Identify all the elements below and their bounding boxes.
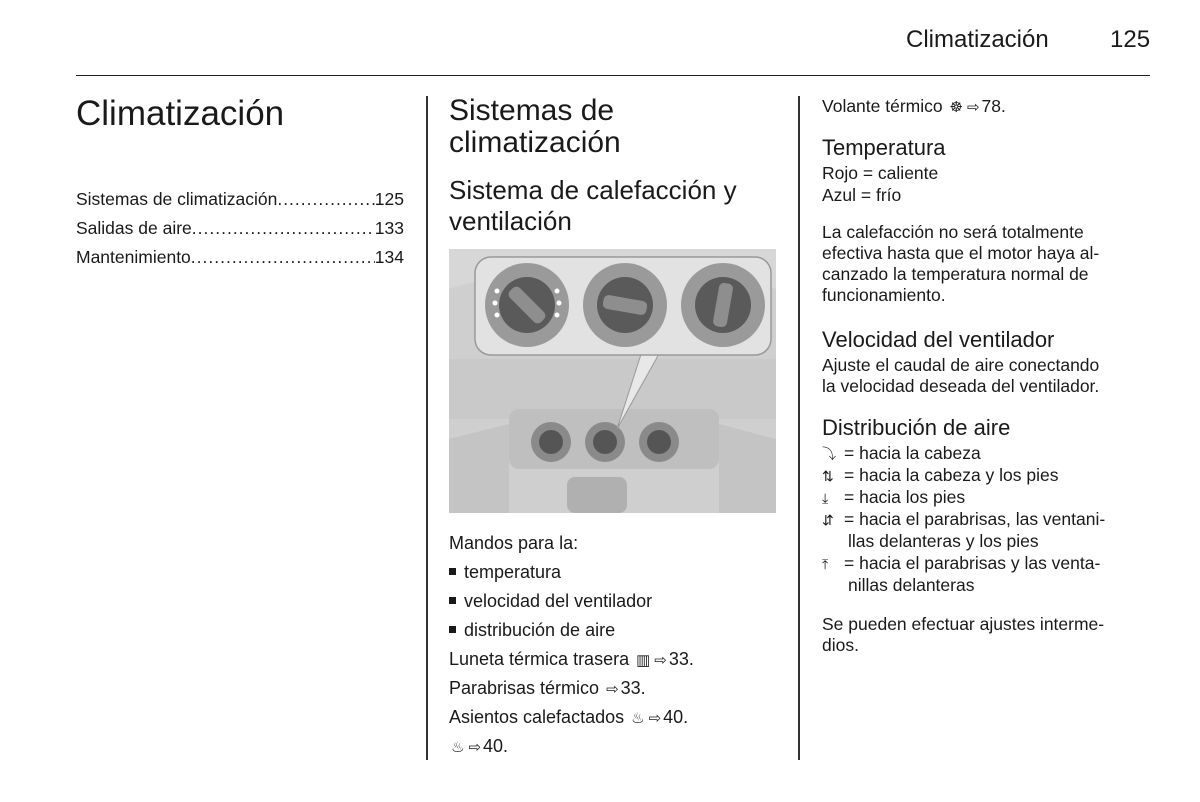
windscreen-feet-air-icon: ⇵ — [822, 512, 834, 528]
bullet-icon — [449, 597, 456, 604]
toc-leader — [277, 189, 374, 210]
reference-line[interactable]: Asientos calefactados ♨ ⇨ 40. — [449, 707, 689, 727]
toc-entry[interactable] — [76, 247, 404, 268]
head-air-icon: ⤵ — [822, 446, 836, 462]
distribution-item: ⤵ = hacia la cabeza — [822, 443, 981, 463]
page-ref-arrow-icon: ⇨ — [468, 739, 482, 756]
distribution-item: ⤓ = hacia los pies — [822, 487, 966, 507]
distribution-heading: Distribución de aire — [822, 415, 1011, 440]
steering-heat-icon: ☸ — [949, 99, 963, 116]
header-rule — [76, 75, 1150, 76]
distribution-item: ⇅ = hacia la cabeza y los pies — [822, 465, 1059, 485]
column-divider-1 — [426, 96, 428, 760]
page-ref-arrow-icon: ⇨ — [966, 99, 980, 116]
toc-label: Salidas de aire — [76, 218, 192, 238]
controls-intro: Mandos para la: — [449, 533, 579, 553]
toc-page: 134 — [374, 247, 404, 267]
list-item: distribución de aire — [449, 619, 615, 641]
reference-line[interactable]: Volante térmico ☸ ⇨ 78. — [822, 96, 1006, 116]
reference-line[interactable]: Luneta térmica trasera ▥ ⇨ 33. — [449, 649, 694, 669]
reference-line[interactable]: Parabrisas térmico ⇨ 33. — [449, 678, 646, 698]
temperature-blue: Azul = frío — [822, 185, 902, 205]
fan-text: Ajuste el caudal de aire conectando la velocidad deseada del ventilador. — [822, 355, 1100, 396]
page-ref-arrow-icon: ⇨ — [654, 652, 667, 669]
rear-window-heat-icon: ▥ — [636, 652, 651, 669]
page-number: 125 — [1110, 26, 1151, 53]
section-title: Sistemas de climatización — [449, 94, 621, 159]
temperature-red: Rojo = caliente — [822, 163, 939, 183]
seat-heat-icon: ♨ — [631, 710, 645, 727]
distribution-item: ⇵ = hacia el parabrisas, las ventani- llas delanteras y los pies — [822, 509, 1106, 551]
toc-label: Mantenimiento — [76, 247, 191, 267]
head-feet-air-icon: ⇅ — [822, 468, 834, 484]
toc-entry[interactable] — [76, 218, 404, 239]
list-item: velocidad del ventilador — [449, 590, 652, 612]
toc-page: 133 — [374, 218, 404, 238]
subsection-title: Sistema de calefacción y ventilación — [449, 175, 737, 236]
bullet-icon — [449, 626, 456, 633]
climate-controls-photo — [449, 249, 776, 513]
reference-line[interactable]: ♨ ⇨ 40. — [451, 736, 509, 756]
toc-label: Sistemas de climatización — [76, 189, 278, 209]
chapter-title: Climatización — [76, 94, 285, 133]
windscreen-air-icon: ⤒ — [822, 556, 829, 572]
page-ref-arrow-icon: ⇨ — [606, 681, 619, 698]
temperature-heading: Temperatura — [822, 135, 946, 160]
column-divider-2 — [798, 96, 800, 760]
distribution-item: ⤒ = hacia el parabrisas y las venta- nillas delanteras — [822, 553, 1101, 595]
toc-page: 125 — [374, 189, 404, 209]
seat-heat-icon: ♨ — [451, 739, 465, 756]
toc-entry[interactable] — [76, 189, 404, 210]
toc-leader — [191, 247, 375, 268]
page-ref-arrow-icon: ⇨ — [648, 710, 662, 727]
fan-heading: Velocidad del ventilador — [822, 327, 1055, 352]
bullet-icon — [449, 568, 456, 575]
feet-air-icon: ⤓ — [822, 490, 829, 506]
temperature-note: La calefacción no será totalmente efectiva hasta que el motor haya al- canzado la temperatura normal de funcionamiento. — [822, 222, 1100, 305]
list-item: temperatura — [449, 561, 561, 583]
intermediate-settings-note: Se pueden efectuar ajustes interme- dios. — [822, 614, 1105, 655]
running-header-title: Climatización — [906, 26, 1049, 53]
toc-leader — [192, 218, 375, 239]
